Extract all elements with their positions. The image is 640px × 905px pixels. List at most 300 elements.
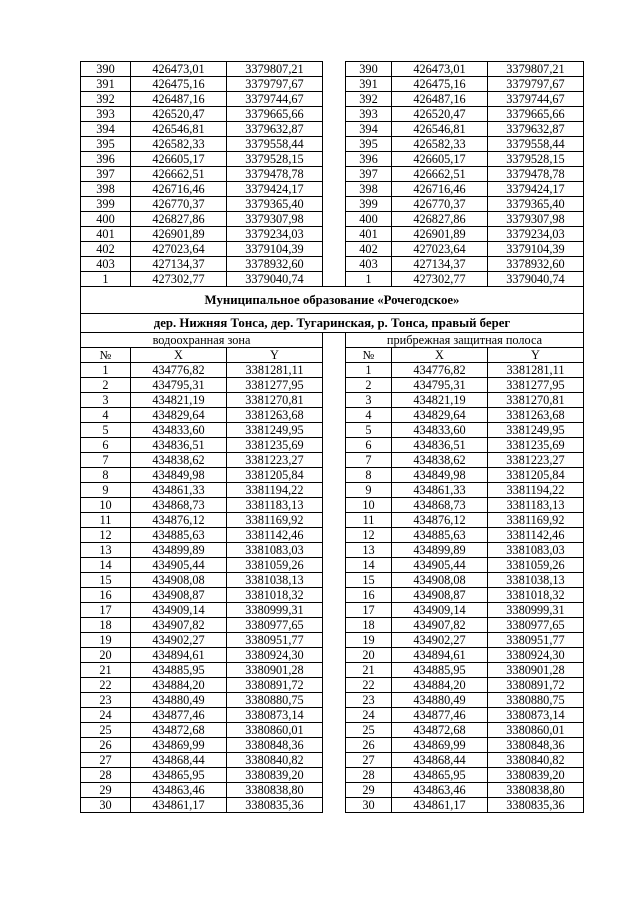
x-coordinate-left: 434902,27 <box>131 633 227 648</box>
y-coordinate-left: 3379558,44 <box>227 137 323 152</box>
x-coordinate-right: 434795,31 <box>392 378 488 393</box>
table-row <box>81 498 584 513</box>
point-number-right: 398 <box>346 182 392 197</box>
point-number-right: 391 <box>346 77 392 92</box>
point-number-left: 394 <box>81 122 131 137</box>
x-coordinate-left: 434905,44 <box>131 558 227 573</box>
table-row <box>81 378 584 393</box>
y-coordinate-right: 3380838,80 <box>488 783 584 798</box>
table-row <box>81 543 584 558</box>
point-number-left: 30 <box>81 798 131 813</box>
point-number-right: 21 <box>346 663 392 678</box>
x-coordinate-left: 434861,17 <box>131 798 227 813</box>
y-coordinate-right: 3378932,60 <box>488 257 584 272</box>
x-coordinate-right: 434868,44 <box>392 753 488 768</box>
point-number-left: 6 <box>81 438 131 453</box>
y-coordinate-left: 3380901,28 <box>227 663 323 678</box>
table-row <box>81 167 584 182</box>
y-coordinate-right: 3381270,81 <box>488 393 584 408</box>
point-number-left: 28 <box>81 768 131 783</box>
x-coordinate-right: 434829,64 <box>392 408 488 423</box>
y-coordinate-right: 3380873,14 <box>488 708 584 723</box>
table-row <box>81 648 584 663</box>
y-coordinate-left: 3379307,98 <box>227 212 323 227</box>
y-coordinate-right: 3380951,77 <box>488 633 584 648</box>
x-coordinate-right: 434905,44 <box>392 558 488 573</box>
y-coordinate-right: 3380999,31 <box>488 603 584 618</box>
table-row <box>81 453 584 468</box>
point-number-left: 391 <box>81 77 131 92</box>
y-coordinate-right: 3381263,68 <box>488 408 584 423</box>
y-coordinate-right: 3381194,22 <box>488 483 584 498</box>
x-coordinate-left: 434861,33 <box>131 483 227 498</box>
x-coordinate-right: 434908,08 <box>392 573 488 588</box>
x-coordinate-left: 434884,20 <box>131 678 227 693</box>
table-row <box>81 513 584 528</box>
x-coordinate-left: 434885,63 <box>131 528 227 543</box>
gap-cell <box>323 423 346 438</box>
point-number-right: 3 <box>346 393 392 408</box>
point-number-right: 2 <box>346 378 392 393</box>
y-coordinate-left: 3380838,80 <box>227 783 323 798</box>
x-coordinate-right: 434865,95 <box>392 768 488 783</box>
table-row <box>81 77 584 92</box>
x-coordinate-right: 434861,33 <box>392 483 488 498</box>
x-coordinate-left: 426546,81 <box>131 122 227 137</box>
gap-cell <box>323 663 346 678</box>
point-number-right: 1 <box>346 363 392 378</box>
x-coordinate-left: 434776,82 <box>131 363 227 378</box>
point-number-left: 401 <box>81 227 131 242</box>
point-number-right: 4 <box>346 408 392 423</box>
x-coordinate-left: 434795,31 <box>131 378 227 393</box>
x-coordinate-left: 434829,64 <box>131 408 227 423</box>
point-number-right: 397 <box>346 167 392 182</box>
x-coordinate-right: 434868,73 <box>392 498 488 513</box>
point-number-left: 1 <box>81 272 131 287</box>
x-coordinate-left: 426901,89 <box>131 227 227 242</box>
x-coordinate-left: 427023,64 <box>131 242 227 257</box>
right-zone-label: прибрежная защитная полоса <box>346 333 584 348</box>
x-coordinate-right: 426582,33 <box>392 137 488 152</box>
point-number-left: 16 <box>81 588 131 603</box>
y-coordinate-left: 3380840,82 <box>227 753 323 768</box>
table-row <box>81 588 584 603</box>
point-number-left: 25 <box>81 723 131 738</box>
point-number-left: 21 <box>81 663 131 678</box>
y-coordinate-right: 3381083,03 <box>488 543 584 558</box>
x-coordinate-left: 434908,87 <box>131 588 227 603</box>
x-coordinate-right: 434872,68 <box>392 723 488 738</box>
point-number-right: 22 <box>346 678 392 693</box>
x-coordinate-left: 434836,51 <box>131 438 227 453</box>
section-header <box>81 287 584 363</box>
y-coordinate-left: 3379478,78 <box>227 167 323 182</box>
gap-cell <box>323 618 346 633</box>
table-row <box>81 483 584 498</box>
y-coordinate-right: 3379744,67 <box>488 92 584 107</box>
x-coordinate-right: 434838,62 <box>392 453 488 468</box>
point-number-right: 7 <box>346 453 392 468</box>
y-coordinate-right: 3379104,39 <box>488 242 584 257</box>
header-num-right: № <box>346 348 392 363</box>
table-row <box>81 573 584 588</box>
y-coordinate-left: 3381142,46 <box>227 528 323 543</box>
y-coordinate-left: 3381038,13 <box>227 573 323 588</box>
y-coordinate-right: 3380839,20 <box>488 768 584 783</box>
point-number-left: 23 <box>81 693 131 708</box>
point-number-right: 403 <box>346 257 392 272</box>
y-coordinate-right: 3379365,40 <box>488 197 584 212</box>
x-coordinate-right: 434899,89 <box>392 543 488 558</box>
point-number-left: 29 <box>81 783 131 798</box>
x-coordinate-left: 434907,82 <box>131 618 227 633</box>
y-coordinate-right: 3379797,67 <box>488 77 584 92</box>
table-row <box>81 438 584 453</box>
x-coordinate-left: 434863,46 <box>131 783 227 798</box>
gap-cell <box>323 738 346 753</box>
table-row <box>81 738 584 753</box>
gap-cell <box>323 768 346 783</box>
x-coordinate-right: 426716,46 <box>392 182 488 197</box>
point-number-right: 16 <box>346 588 392 603</box>
gap-cell <box>323 137 346 152</box>
x-coordinate-right: 434877,46 <box>392 708 488 723</box>
point-number-right: 390 <box>346 62 392 77</box>
point-number-left: 19 <box>81 633 131 648</box>
table-row <box>81 708 584 723</box>
x-coordinate-left: 434865,95 <box>131 768 227 783</box>
y-coordinate-right: 3380835,36 <box>488 798 584 813</box>
point-number-right: 30 <box>346 798 392 813</box>
x-coordinate-right: 426605,17 <box>392 152 488 167</box>
point-number-left: 20 <box>81 648 131 663</box>
table-row <box>81 107 584 122</box>
header-x-left: X <box>131 348 227 363</box>
table-row <box>81 92 584 107</box>
point-number-right: 5 <box>346 423 392 438</box>
gap-cell <box>323 333 346 348</box>
x-coordinate-left: 434869,99 <box>131 738 227 753</box>
gap-cell <box>323 408 346 423</box>
x-coordinate-right: 434836,51 <box>392 438 488 453</box>
municipality-title: Муниципальное образование «Рочегодское» <box>81 287 584 314</box>
x-coordinate-right: 434884,20 <box>392 678 488 693</box>
point-number-left: 397 <box>81 167 131 182</box>
y-coordinate-right: 3380891,72 <box>488 678 584 693</box>
gap-cell <box>323 543 346 558</box>
point-number-right: 13 <box>346 543 392 558</box>
x-coordinate-right: 434876,12 <box>392 513 488 528</box>
x-coordinate-right: 426487,16 <box>392 92 488 107</box>
table-row <box>81 197 584 212</box>
x-coordinate-left: 426582,33 <box>131 137 227 152</box>
y-coordinate-right: 3380860,01 <box>488 723 584 738</box>
table-row <box>81 633 584 648</box>
y-coordinate-right: 3381059,26 <box>488 558 584 573</box>
table-row <box>81 62 584 77</box>
x-coordinate-right: 426520,47 <box>392 107 488 122</box>
x-coordinate-right: 434902,27 <box>392 633 488 648</box>
point-number-left: 12 <box>81 528 131 543</box>
table-row <box>81 242 584 257</box>
point-number-right: 6 <box>346 438 392 453</box>
gap-cell <box>323 513 346 528</box>
point-number-left: 393 <box>81 107 131 122</box>
y-coordinate-right: 3381205,84 <box>488 468 584 483</box>
y-coordinate-right: 3381142,46 <box>488 528 584 543</box>
y-coordinate-left: 3381281,11 <box>227 363 323 378</box>
table-row <box>81 393 584 408</box>
gap-cell <box>323 393 346 408</box>
y-coordinate-left: 3381249,95 <box>227 423 323 438</box>
x-coordinate-left: 434877,46 <box>131 708 227 723</box>
y-coordinate-right: 3379632,87 <box>488 122 584 137</box>
x-coordinate-left: 427134,37 <box>131 257 227 272</box>
gap-cell <box>323 723 346 738</box>
y-coordinate-right: 3379807,21 <box>488 62 584 77</box>
y-coordinate-left: 3379797,67 <box>227 77 323 92</box>
y-coordinate-left: 3379104,39 <box>227 242 323 257</box>
point-number-left: 15 <box>81 573 131 588</box>
x-coordinate-left: 426662,51 <box>131 167 227 182</box>
point-number-left: 17 <box>81 603 131 618</box>
x-coordinate-right: 434776,82 <box>392 363 488 378</box>
x-coordinate-right: 427023,64 <box>392 242 488 257</box>
location-title: дер. Нижняя Тонса, дер. Тугаринская, р. Тонса, правый берег <box>81 314 584 333</box>
point-number-right: 9 <box>346 483 392 498</box>
gap-cell <box>323 588 346 603</box>
table-row <box>81 783 584 798</box>
point-number-left: 2 <box>81 378 131 393</box>
y-coordinate-left: 3381059,26 <box>227 558 323 573</box>
y-coordinate-right: 3379234,03 <box>488 227 584 242</box>
x-coordinate-right: 434894,61 <box>392 648 488 663</box>
point-number-left: 399 <box>81 197 131 212</box>
point-number-right: 28 <box>346 768 392 783</box>
y-coordinate-left: 3381018,32 <box>227 588 323 603</box>
table-row <box>81 363 584 378</box>
gap-cell <box>323 197 346 212</box>
x-coordinate-left: 434872,68 <box>131 723 227 738</box>
table-row <box>81 152 584 167</box>
x-coordinate-left: 434880,49 <box>131 693 227 708</box>
header-num-left: № <box>81 348 131 363</box>
gap-cell <box>323 783 346 798</box>
y-coordinate-left: 3379528,15 <box>227 152 323 167</box>
point-number-left: 1 <box>81 363 131 378</box>
table-row <box>81 137 584 152</box>
y-coordinate-left: 3381270,81 <box>227 393 323 408</box>
x-coordinate-right: 434908,87 <box>392 588 488 603</box>
y-coordinate-left: 3378932,60 <box>227 257 323 272</box>
point-number-left: 14 <box>81 558 131 573</box>
y-coordinate-left: 3381083,03 <box>227 543 323 558</box>
x-coordinate-right: 434863,46 <box>392 783 488 798</box>
table-row <box>81 257 584 272</box>
point-number-left: 398 <box>81 182 131 197</box>
x-coordinate-left: 427302,77 <box>131 272 227 287</box>
y-coordinate-left: 3380880,75 <box>227 693 323 708</box>
gap-cell <box>323 152 346 167</box>
y-coordinate-right: 3380924,30 <box>488 648 584 663</box>
point-number-right: 394 <box>346 122 392 137</box>
point-number-right: 18 <box>346 618 392 633</box>
x-coordinate-right: 434909,14 <box>392 603 488 618</box>
y-coordinate-left: 3381194,22 <box>227 483 323 498</box>
gap-cell <box>323 498 346 513</box>
gap-cell <box>323 92 346 107</box>
point-number-left: 11 <box>81 513 131 528</box>
top-rows <box>81 62 584 287</box>
x-coordinate-left: 434899,89 <box>131 543 227 558</box>
point-number-left: 7 <box>81 453 131 468</box>
x-coordinate-right: 426546,81 <box>392 122 488 137</box>
coordinates-table <box>80 61 584 813</box>
x-coordinate-left: 426520,47 <box>131 107 227 122</box>
point-number-left: 402 <box>81 242 131 257</box>
table-row <box>81 618 584 633</box>
point-number-left: 4 <box>81 408 131 423</box>
y-coordinate-right: 3381169,92 <box>488 513 584 528</box>
point-number-left: 26 <box>81 738 131 753</box>
x-coordinate-left: 426605,17 <box>131 152 227 167</box>
y-coordinate-right: 3380880,75 <box>488 693 584 708</box>
y-coordinate-left: 3379040,74 <box>227 272 323 287</box>
gap-cell <box>323 693 346 708</box>
x-coordinate-right: 434869,99 <box>392 738 488 753</box>
table-row <box>81 723 584 738</box>
y-coordinate-right: 3379478,78 <box>488 167 584 182</box>
x-coordinate-right: 434821,19 <box>392 393 488 408</box>
table-row <box>81 693 584 708</box>
y-coordinate-right: 3380840,82 <box>488 753 584 768</box>
point-number-right: 27 <box>346 753 392 768</box>
gap-cell <box>323 242 346 257</box>
point-number-right: 392 <box>346 92 392 107</box>
x-coordinate-left: 434838,62 <box>131 453 227 468</box>
y-coordinate-right: 3381018,32 <box>488 588 584 603</box>
gap-cell <box>323 438 346 453</box>
x-coordinate-left: 426487,16 <box>131 92 227 107</box>
point-number-left: 5 <box>81 423 131 438</box>
point-number-right: 14 <box>346 558 392 573</box>
x-coordinate-right: 426901,89 <box>392 227 488 242</box>
point-number-right: 20 <box>346 648 392 663</box>
x-coordinate-right: 427134,37 <box>392 257 488 272</box>
x-coordinate-right: 434885,95 <box>392 663 488 678</box>
y-coordinate-right: 3381277,95 <box>488 378 584 393</box>
y-coordinate-right: 3381281,11 <box>488 363 584 378</box>
y-coordinate-left: 3381205,84 <box>227 468 323 483</box>
y-coordinate-right: 3379665,66 <box>488 107 584 122</box>
left-zone-label: водоохранная зона <box>81 333 323 348</box>
table-row <box>81 272 584 287</box>
y-coordinate-right: 3380848,36 <box>488 738 584 753</box>
point-number-right: 11 <box>346 513 392 528</box>
y-coordinate-left: 3381169,92 <box>227 513 323 528</box>
x-coordinate-left: 434894,61 <box>131 648 227 663</box>
y-coordinate-right: 3381223,27 <box>488 453 584 468</box>
point-number-left: 13 <box>81 543 131 558</box>
gap-cell <box>323 77 346 92</box>
y-coordinate-left: 3379365,40 <box>227 197 323 212</box>
gap-cell <box>323 648 346 663</box>
gap-cell <box>323 62 346 77</box>
gap-cell <box>323 528 346 543</box>
point-number-right: 400 <box>346 212 392 227</box>
point-number-left: 10 <box>81 498 131 513</box>
point-number-left: 400 <box>81 212 131 227</box>
y-coordinate-right: 3381249,95 <box>488 423 584 438</box>
point-number-right: 399 <box>346 197 392 212</box>
x-coordinate-right: 426473,01 <box>392 62 488 77</box>
y-coordinate-left: 3379744,67 <box>227 92 323 107</box>
gap-cell <box>323 348 346 363</box>
y-coordinate-left: 3379234,03 <box>227 227 323 242</box>
y-coordinate-left: 3381235,69 <box>227 438 323 453</box>
y-coordinate-right: 3381183,13 <box>488 498 584 513</box>
header-x-right: X <box>392 348 488 363</box>
y-coordinate-right: 3380901,28 <box>488 663 584 678</box>
table-row <box>81 182 584 197</box>
y-coordinate-right: 3380977,65 <box>488 618 584 633</box>
point-number-left: 396 <box>81 152 131 167</box>
x-coordinate-left: 434908,08 <box>131 573 227 588</box>
x-coordinate-right: 434907,82 <box>392 618 488 633</box>
gap-cell <box>323 558 346 573</box>
point-number-right: 19 <box>346 633 392 648</box>
point-number-left: 22 <box>81 678 131 693</box>
y-coordinate-left: 3379424,17 <box>227 182 323 197</box>
x-coordinate-right: 426662,51 <box>392 167 488 182</box>
gap-cell <box>323 378 346 393</box>
x-coordinate-left: 426827,86 <box>131 212 227 227</box>
gap-cell <box>323 212 346 227</box>
table-row <box>81 468 584 483</box>
x-coordinate-right: 434885,63 <box>392 528 488 543</box>
point-number-left: 9 <box>81 483 131 498</box>
table-row <box>81 227 584 242</box>
y-coordinate-right: 3381235,69 <box>488 438 584 453</box>
point-number-right: 17 <box>346 603 392 618</box>
y-coordinate-right: 3381038,13 <box>488 573 584 588</box>
point-number-right: 402 <box>346 242 392 257</box>
point-number-left: 24 <box>81 708 131 723</box>
point-number-right: 12 <box>346 528 392 543</box>
table-row <box>81 408 584 423</box>
table-row <box>81 212 584 227</box>
x-coordinate-left: 434909,14 <box>131 603 227 618</box>
x-coordinate-left: 434868,73 <box>131 498 227 513</box>
table-row <box>81 753 584 768</box>
header-y-left: Y <box>227 348 323 363</box>
point-number-right: 401 <box>346 227 392 242</box>
gap-cell <box>323 453 346 468</box>
y-coordinate-left: 3380977,65 <box>227 618 323 633</box>
table-row <box>81 122 584 137</box>
y-coordinate-left: 3380924,30 <box>227 648 323 663</box>
y-coordinate-left: 3379807,21 <box>227 62 323 77</box>
gap-cell <box>323 633 346 648</box>
gap-cell <box>323 257 346 272</box>
table-row <box>81 798 584 813</box>
x-coordinate-right: 427302,77 <box>392 272 488 287</box>
point-number-right: 10 <box>346 498 392 513</box>
gap-cell <box>323 227 346 242</box>
point-number-left: 390 <box>81 62 131 77</box>
y-coordinate-left: 3380999,31 <box>227 603 323 618</box>
